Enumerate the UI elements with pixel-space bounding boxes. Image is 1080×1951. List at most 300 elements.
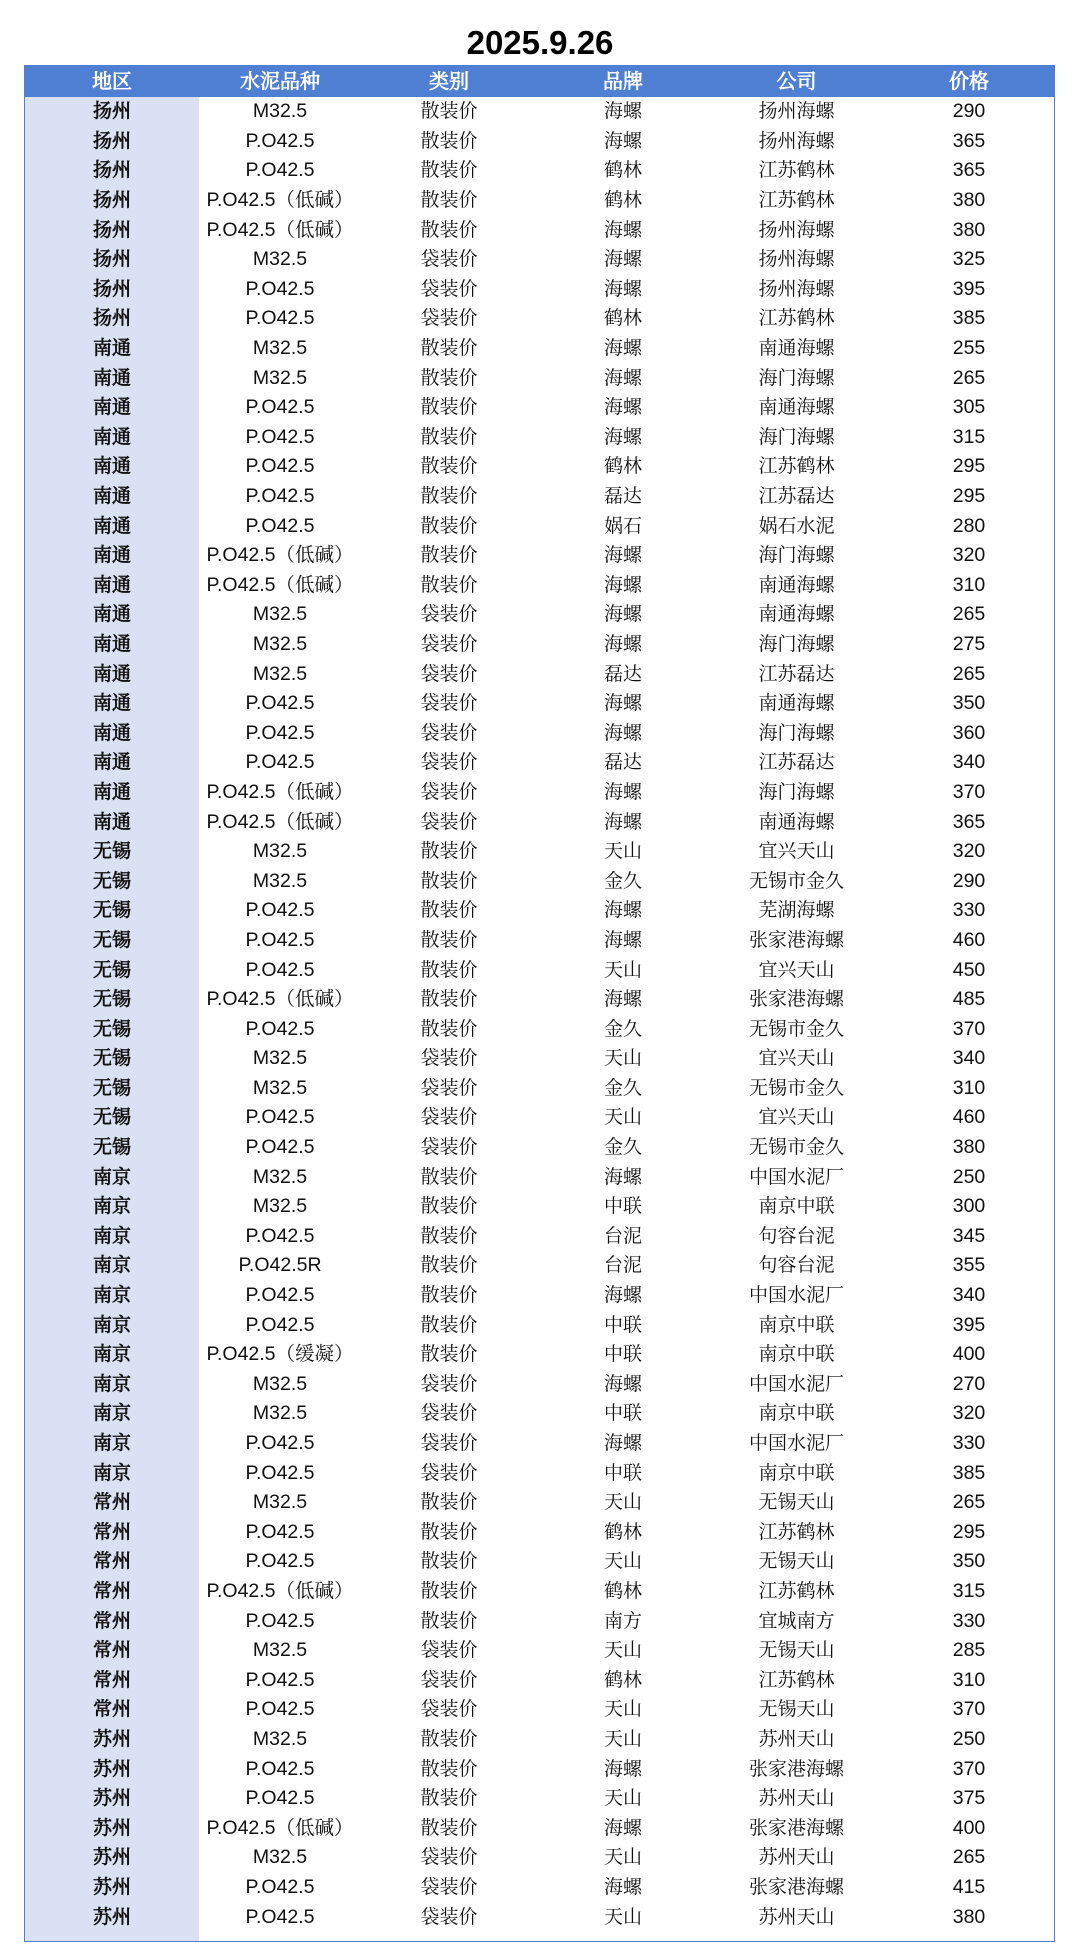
table-row [25,186,1054,216]
price-cell: 350 [952,1550,986,1573]
company-cell: 南通海螺 [758,603,835,626]
variety-cell: M32.5 [252,1195,308,1218]
variety-cell: M32.5 [252,1639,308,1662]
region-cell: 南京 [25,1162,199,1192]
company-cell: 扬州海螺 [758,100,835,123]
company-cell: 娲石水泥 [758,514,835,537]
variety-cell: P.O42.5 [245,692,315,715]
price-cell: 265 [952,1491,986,1514]
table-row [25,1044,1054,1074]
company-cell: 海门海螺 [758,780,835,803]
region-cell: 南通 [25,600,199,630]
brand-cell: 磊达 [603,485,642,508]
category-cell: 袋装价 [420,1668,478,1691]
company-cell: 张家港海螺 [748,928,844,951]
category-cell: 散装价 [420,1579,478,1602]
table-header [25,66,1054,97]
variety-cell: M32.5 [252,869,308,892]
table-row [25,1784,1054,1814]
table-row [25,1014,1054,1044]
brand-cell: 海螺 [603,1757,642,1780]
table-row [25,423,1054,453]
variety-cell: P.O42.5 [245,1461,315,1484]
category-cell: 袋装价 [420,1639,478,1662]
price-cell: 345 [952,1224,986,1247]
price-cell: 395 [952,277,986,300]
table-row [25,1725,1054,1755]
brand-cell: 海螺 [603,928,642,951]
brand-cell: 中联 [603,1195,642,1218]
region-cell: 常州 [25,1577,199,1607]
table-row [25,304,1054,334]
variety-cell: M32.5 [252,1727,308,1750]
price-cell: 370 [952,780,986,803]
price-cell: 310 [952,1076,986,1099]
company-cell: 江苏磊达 [758,751,835,774]
variety-cell: M32.5 [252,1165,308,1188]
table-row [25,1222,1054,1252]
brand-cell: 海螺 [603,1372,642,1395]
price-cell: 265 [952,1846,986,1869]
table-row [25,748,1054,778]
variety-cell: P.O42.5（低碱） [206,573,354,596]
variety-cell: M32.5 [252,366,308,389]
price-cell: 275 [952,632,986,655]
variety-cell: P.O42.5 [245,1136,315,1159]
company-cell: 句容台泥 [758,1254,835,1277]
table-row [25,156,1054,186]
brand-cell: 金久 [603,869,642,892]
brand-cell: 海螺 [603,1875,642,1898]
variety-cell: P.O42.5 [245,1875,315,1898]
region-cell: 无锡 [25,1014,199,1044]
category-cell: 袋装价 [420,780,478,803]
table-row [25,275,1054,305]
company-cell: 宜兴天山 [758,1047,835,1070]
price-cell: 360 [952,721,986,744]
category-cell: 散装价 [420,159,478,182]
price-cell: 250 [952,1165,986,1188]
price-table [24,65,1055,1942]
table-row [25,1281,1054,1311]
table-row [25,452,1054,482]
header-region: 地区 [92,69,132,93]
company-cell: 宜城南方 [758,1609,835,1632]
variety-cell: M32.5 [252,840,308,863]
variety-cell: P.O42.5 [245,514,315,537]
variety-cell: P.O42.5 [245,958,315,981]
table-row [25,1518,1054,1548]
price-cell: 320 [952,1402,986,1425]
category-cell: 散装价 [420,366,478,389]
brand-cell: 海螺 [603,692,642,715]
company-cell: 无锡天山 [758,1698,835,1721]
brand-cell: 台泥 [603,1224,642,1247]
table-row [25,334,1054,364]
price-cell: 290 [952,869,986,892]
table-row [25,245,1054,275]
company-cell: 无锡天山 [758,1491,835,1514]
company-cell: 张家港海螺 [748,1757,844,1780]
table-row [25,1251,1054,1281]
company-cell: 江苏鹤林 [758,1668,835,1691]
brand-cell: 鹤林 [603,307,642,330]
price-cell: 330 [952,899,986,922]
region-cell: 南京 [25,1340,199,1370]
brand-cell: 海螺 [603,1284,642,1307]
company-cell: 江苏鹤林 [758,1579,835,1602]
region-cell: 常州 [25,1518,199,1548]
price-cell: 370 [952,1017,986,1040]
table-row [25,1606,1054,1636]
category-cell: 散装价 [420,514,478,537]
company-cell: 扬州海螺 [758,277,835,300]
price-cell: 450 [952,958,986,981]
brand-cell: 金久 [603,1136,642,1159]
variety-cell: P.O42.5（低碱） [206,810,354,833]
variety-cell: P.O42.5 [245,751,315,774]
brand-cell: 中联 [603,1313,642,1336]
header-variety: 水泥品种 [240,69,320,93]
brand-cell: 天山 [603,1047,642,1070]
brand-cell: 中联 [603,1343,642,1366]
brand-cell: 海螺 [603,632,642,655]
company-cell: 海门海螺 [758,721,835,744]
variety-cell: P.O42.5 [245,1550,315,1573]
category-cell: 散装价 [420,988,478,1011]
region-cell: 无锡 [25,1074,199,1104]
region-cell: 扬州 [25,97,199,127]
company-cell: 中国水泥厂 [748,1432,844,1455]
variety-cell: P.O42.5（低碱） [206,1579,354,1602]
price-cell: 365 [952,159,986,182]
region-cell: 南通 [25,393,199,423]
category-cell: 散装价 [420,1520,478,1543]
company-cell: 张家港海螺 [748,1875,844,1898]
variety-cell: P.O42.5 [245,1787,315,1810]
brand-cell: 鹤林 [603,455,642,478]
brand-cell: 海螺 [603,337,642,360]
region-cell: 苏州 [25,1813,199,1843]
region-cell: 苏州 [25,1725,199,1755]
table-row [25,1813,1054,1843]
variety-cell: P.O42.5 [245,1668,315,1691]
price-cell: 385 [952,1461,986,1484]
table-row [25,1577,1054,1607]
price-cell: 320 [952,544,986,567]
page-title: 2025.9.26 [466,24,614,61]
brand-cell: 海螺 [603,573,642,596]
company-cell: 无锡市金久 [748,1136,844,1159]
brand-cell: 天山 [603,1698,642,1721]
region-cell: 扬州 [25,304,199,334]
company-cell: 南通海螺 [758,396,835,419]
price-cell: 340 [952,1284,986,1307]
category-cell: 袋装价 [420,632,478,655]
price-cell: 340 [952,1047,986,1070]
brand-cell: 海螺 [603,1432,642,1455]
table-row [25,866,1054,896]
header-category: 类别 [429,69,469,93]
variety-cell: P.O42.5 [245,1106,315,1129]
company-cell: 扬州海螺 [758,129,835,152]
category-cell: 袋装价 [420,1846,478,1869]
category-cell: 袋装价 [420,1076,478,1099]
region-cell: 无锡 [25,1103,199,1133]
region-cell: 无锡 [25,1133,199,1163]
price-cell: 380 [952,1905,986,1928]
category-cell: 散装价 [420,958,478,981]
category-cell: 散装价 [420,1254,478,1277]
variety-cell: P.O42.5（低碱） [206,1816,354,1839]
brand-cell: 磊达 [603,751,642,774]
variety-cell: M32.5 [252,1402,308,1425]
category-cell: 袋装价 [420,248,478,271]
brand-cell: 海螺 [603,396,642,419]
category-cell: 袋装价 [420,810,478,833]
variety-cell: P.O42.5 [245,129,315,152]
price-cell: 295 [952,485,986,508]
variety-cell: P.O42.5（低碱） [206,988,354,1011]
company-cell: 南通海螺 [758,337,835,360]
company-cell: 句容台泥 [758,1224,835,1247]
variety-cell: P.O42.5 [245,899,315,922]
category-cell: 散装价 [420,396,478,419]
category-cell: 散装价 [420,455,478,478]
table-row [25,1133,1054,1163]
table-row [25,1162,1054,1192]
price-cell: 280 [952,514,986,537]
region-cell: 南京 [25,1192,199,1222]
company-cell: 海门海螺 [758,425,835,448]
company-cell: 无锡市金久 [748,869,844,892]
variety-cell: M32.5 [252,603,308,626]
brand-cell: 天山 [603,840,642,863]
brand-cell: 鹤林 [603,1520,642,1543]
brand-cell: 海螺 [603,218,642,241]
price-cell: 380 [952,218,986,241]
category-cell: 散装价 [420,1757,478,1780]
company-cell: 无锡天山 [758,1639,835,1662]
region-cell: 苏州 [25,1843,199,1873]
brand-cell: 天山 [603,1550,642,1573]
region-cell: 扬州 [25,275,199,305]
company-cell: 苏州天山 [758,1727,835,1750]
variety-cell: P.O42.5 [245,455,315,478]
table-row [25,97,1054,127]
price-cell: 265 [952,603,986,626]
variety-cell: P.O42.5（缓凝） [206,1343,354,1366]
company-cell: 南京中联 [758,1313,835,1336]
variety-cell: P.O42.5 [245,396,315,419]
price-cell: 365 [952,810,986,833]
header-row [25,66,1054,97]
region-cell: 苏州 [25,1784,199,1814]
region-cell: 无锡 [25,896,199,926]
brand-cell: 海螺 [603,721,642,744]
table-row [25,630,1054,660]
brand-cell: 天山 [603,958,642,981]
company-cell: 无锡市金久 [748,1076,844,1099]
price-cell: 330 [952,1432,986,1455]
table-row [25,689,1054,719]
price-cell: 265 [952,366,986,389]
category-cell: 袋装价 [420,307,478,330]
table-row [25,393,1054,423]
price-cell: 460 [952,1106,986,1129]
brand-cell: 天山 [603,1639,642,1662]
variety-cell: P.O42.5（低碱） [206,218,354,241]
variety-cell: P.O42.5 [245,1224,315,1247]
region-cell: 南通 [25,541,199,571]
price-cell: 385 [952,307,986,330]
category-cell: 散装价 [420,1491,478,1514]
header-brand: 品牌 [603,69,643,93]
region-cell: 南通 [25,630,199,660]
table-row [25,1665,1054,1695]
table-row [25,1340,1054,1370]
region-cell: 无锡 [25,866,199,896]
region-cell: 扬州 [25,186,199,216]
region-cell: 常州 [25,1488,199,1518]
region-cell: 南通 [25,718,199,748]
price-cell: 265 [952,662,986,685]
category-cell: 散装价 [420,1017,478,1040]
company-cell: 南京中联 [758,1195,835,1218]
region-cell: 扬州 [25,215,199,245]
category-cell: 袋装价 [420,1372,478,1395]
table-row [25,1488,1054,1518]
company-cell: 中国水泥厂 [748,1284,844,1307]
company-cell: 江苏磊达 [758,662,835,685]
table-row [25,1902,1054,1932]
table-row [25,600,1054,630]
category-cell: 散装价 [420,1343,478,1366]
price-cell: 400 [952,1816,986,1839]
company-cell: 苏州天山 [758,1787,835,1810]
brand-cell: 金久 [603,1076,642,1099]
region-cell: 南京 [25,1429,199,1459]
brand-cell: 海螺 [603,988,642,1011]
category-cell: 散装价 [420,1195,478,1218]
variety-cell: M32.5 [252,248,308,271]
price-cell: 460 [952,928,986,951]
region-cell: 南京 [25,1281,199,1311]
category-cell: 散装价 [420,129,478,152]
variety-cell: P.O42.5 [245,928,315,951]
region-cell: 南通 [25,659,199,689]
variety-cell: M32.5 [252,100,308,123]
price-cell: 395 [952,1313,986,1336]
variety-cell: P.O42.5 [245,485,315,508]
company-cell: 苏州天山 [758,1905,835,1928]
company-cell: 江苏鹤林 [758,1520,835,1543]
variety-cell: P.O42.5 [245,1698,315,1721]
variety-cell: M32.5 [252,1047,308,1070]
region-cell: 无锡 [25,985,199,1015]
region-cell: 南京 [25,1251,199,1281]
category-cell: 袋装价 [420,603,478,626]
company-cell: 南通海螺 [758,692,835,715]
table-row [25,718,1054,748]
company-cell: 江苏磊达 [758,485,835,508]
brand-cell: 鹤林 [603,1668,642,1691]
variety-cell: P.O42.5（低碱） [206,189,354,212]
brand-cell: 海螺 [603,425,642,448]
category-cell: 袋装价 [420,1402,478,1425]
brand-cell: 中联 [603,1461,642,1484]
variety-cell: M32.5 [252,1846,308,1869]
variety-cell: P.O42.5 [245,1520,315,1543]
brand-cell: 海螺 [603,810,642,833]
company-cell: 海门海螺 [758,366,835,389]
region-cell: 南通 [25,778,199,808]
table-row [25,985,1054,1015]
company-cell: 南京中联 [758,1461,835,1484]
price-cell: 330 [952,1609,986,1632]
region-cell: 常州 [25,1695,199,1725]
region-cell: 南京 [25,1370,199,1400]
table-row [25,1458,1054,1488]
category-cell: 散装价 [420,1313,478,1336]
category-cell: 散装价 [420,218,478,241]
category-cell: 散装价 [420,899,478,922]
table-row [25,363,1054,393]
company-cell: 中国水泥厂 [748,1372,844,1395]
variety-cell: P.O42.5 [245,1905,315,1928]
region-cell: 苏州 [25,1873,199,1903]
variety-cell: M32.5 [252,1491,308,1514]
region-cell: 常州 [25,1636,199,1666]
table-row [25,1370,1054,1400]
category-cell: 袋装价 [420,721,478,744]
brand-cell: 海螺 [603,544,642,567]
variety-cell: P.O42.5 [245,277,315,300]
category-cell: 袋装价 [420,1106,478,1129]
category-cell: 散装价 [420,189,478,212]
company-cell: 宜兴天山 [758,1106,835,1129]
category-cell: 袋装价 [420,751,478,774]
table-row [25,511,1054,541]
price-cell: 315 [952,425,986,448]
price-cell: 300 [952,1195,986,1218]
variety-cell: P.O42.5 [245,1017,315,1040]
category-cell: 袋装价 [420,1875,478,1898]
variety-cell: P.O42.5 [245,1284,315,1307]
variety-cell: P.O42.5R [238,1254,322,1277]
region-cell: 南京 [25,1222,199,1252]
category-cell: 散装价 [420,1787,478,1810]
price-cell: 295 [952,455,986,478]
category-cell: 袋装价 [420,692,478,715]
variety-cell: P.O42.5 [245,425,315,448]
brand-cell: 海螺 [603,1816,642,1839]
company-cell: 宜兴天山 [758,840,835,863]
region-cell: 扬州 [25,245,199,275]
brand-cell: 海螺 [603,100,642,123]
price-cell: 350 [952,692,986,715]
category-cell: 袋装价 [420,1136,478,1159]
company-cell: 无锡市金久 [748,1017,844,1040]
brand-cell: 鹤林 [603,189,642,212]
table-row [25,1754,1054,1784]
table-row [25,1429,1054,1459]
company-cell: 江苏鹤林 [758,159,835,182]
brand-cell: 天山 [603,1106,642,1129]
price-cell: 355 [952,1254,986,1277]
category-cell: 散装价 [420,1224,478,1247]
category-cell: 袋装价 [420,1461,478,1484]
